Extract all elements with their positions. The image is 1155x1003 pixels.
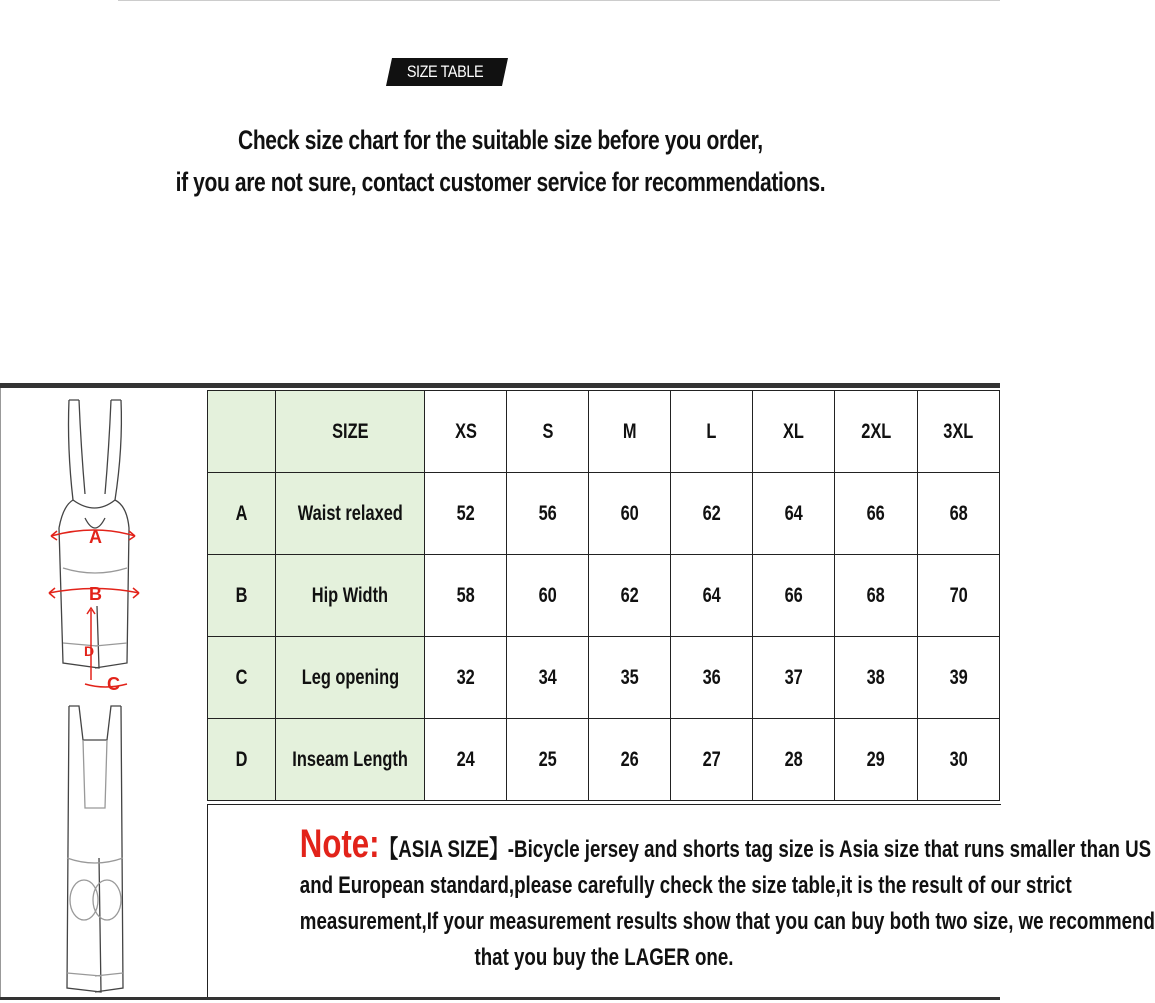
- size-table-badge: [386, 58, 508, 86]
- size-header-xl: XL: [753, 391, 835, 473]
- size-header-l: L: [671, 391, 753, 473]
- header-size-label: SIZE: [276, 391, 425, 473]
- size-header-xs: XS: [425, 391, 507, 473]
- bottom-divider: [0, 997, 1000, 1000]
- header-code-cell: [208, 391, 276, 473]
- table-cell: 25: [507, 719, 589, 801]
- table-cell: 34: [507, 637, 589, 719]
- size-header-3xl: 3XL: [917, 391, 999, 473]
- table-cell: 66: [835, 473, 917, 555]
- top-divider: [118, 0, 1000, 1]
- size-chart-table: [207, 390, 1000, 801]
- table-cell: 52: [425, 473, 507, 555]
- table-header-row: [208, 391, 1000, 473]
- table-cell: 62: [671, 473, 753, 555]
- instruction-line-2: if you are not sure, contact customer service for recommendations.: [175, 167, 825, 197]
- row-code: B: [208, 555, 276, 637]
- size-header-2xl: 2XL: [835, 391, 917, 473]
- table-cell: 24: [425, 719, 507, 801]
- table-cell: 58: [425, 555, 507, 637]
- row-measure: Leg opening: [276, 637, 425, 719]
- table-cell: 26: [589, 719, 671, 801]
- row-measure: Hip Width: [276, 555, 425, 637]
- table-row: [208, 637, 1000, 719]
- note-line-3: measurement,If your measurement results show that you can buy both two size, we recommend: [299, 908, 1155, 935]
- row-measure: Inseam Length: [276, 719, 425, 801]
- table-cell: 38: [835, 637, 917, 719]
- table-cell: 56: [507, 473, 589, 555]
- row-measure: Waist relaxed: [276, 473, 425, 555]
- note-line-1: Note:【ASIA SIZE】-Bicycle jersey and shorts tag size is Asia size that runs smaller than US: [299, 822, 1152, 866]
- note-label: Note:: [299, 822, 380, 866]
- table-cell: 68: [835, 555, 917, 637]
- table-cell: 36: [671, 637, 753, 719]
- table-row: [208, 719, 1000, 801]
- diagram-label-d: D: [84, 643, 95, 659]
- table-cell: 60: [507, 555, 589, 637]
- diagram-label-c: C: [107, 674, 120, 694]
- table-row: [208, 473, 1000, 555]
- table-cell: 29: [835, 719, 917, 801]
- table-cell: 60: [589, 473, 671, 555]
- diagram-label-a: A: [89, 527, 102, 547]
- table-cell: 37: [753, 637, 835, 719]
- size-header-s: S: [507, 391, 589, 473]
- table-cell: 64: [753, 473, 835, 555]
- table-cell: 32: [425, 637, 507, 719]
- note-line-2: and European standard,please carefully check the size table,it is the result of our strict: [299, 872, 1072, 899]
- bib-shorts-diagram: [1, 388, 206, 998]
- table-row: [208, 555, 1000, 637]
- table-cell: 70: [917, 555, 999, 637]
- row-code: D: [208, 719, 276, 801]
- table-cell: 28: [753, 719, 835, 801]
- size-header-m: M: [589, 391, 671, 473]
- table-cell: 62: [589, 555, 671, 637]
- table-cell: 68: [917, 473, 999, 555]
- bib-shorts-diagram-panel: [0, 388, 206, 998]
- table-cell: 30: [917, 719, 999, 801]
- instruction-line-1: Check size chart for the suitable size before you order,: [237, 125, 763, 155]
- diagram-label-b: B: [89, 584, 102, 604]
- table-cell: 66: [753, 555, 835, 637]
- note-line-4: that you buy the LAGER one.: [474, 944, 734, 971]
- badge-text: SIZE TABLE: [406, 62, 484, 81]
- table-cell: 64: [671, 555, 753, 637]
- row-code: A: [208, 473, 276, 555]
- table-cell: 27: [671, 719, 753, 801]
- row-code: C: [208, 637, 276, 719]
- table-cell: 39: [917, 637, 999, 719]
- table-cell: 35: [589, 637, 671, 719]
- asia-size-note: [214, 822, 1155, 976]
